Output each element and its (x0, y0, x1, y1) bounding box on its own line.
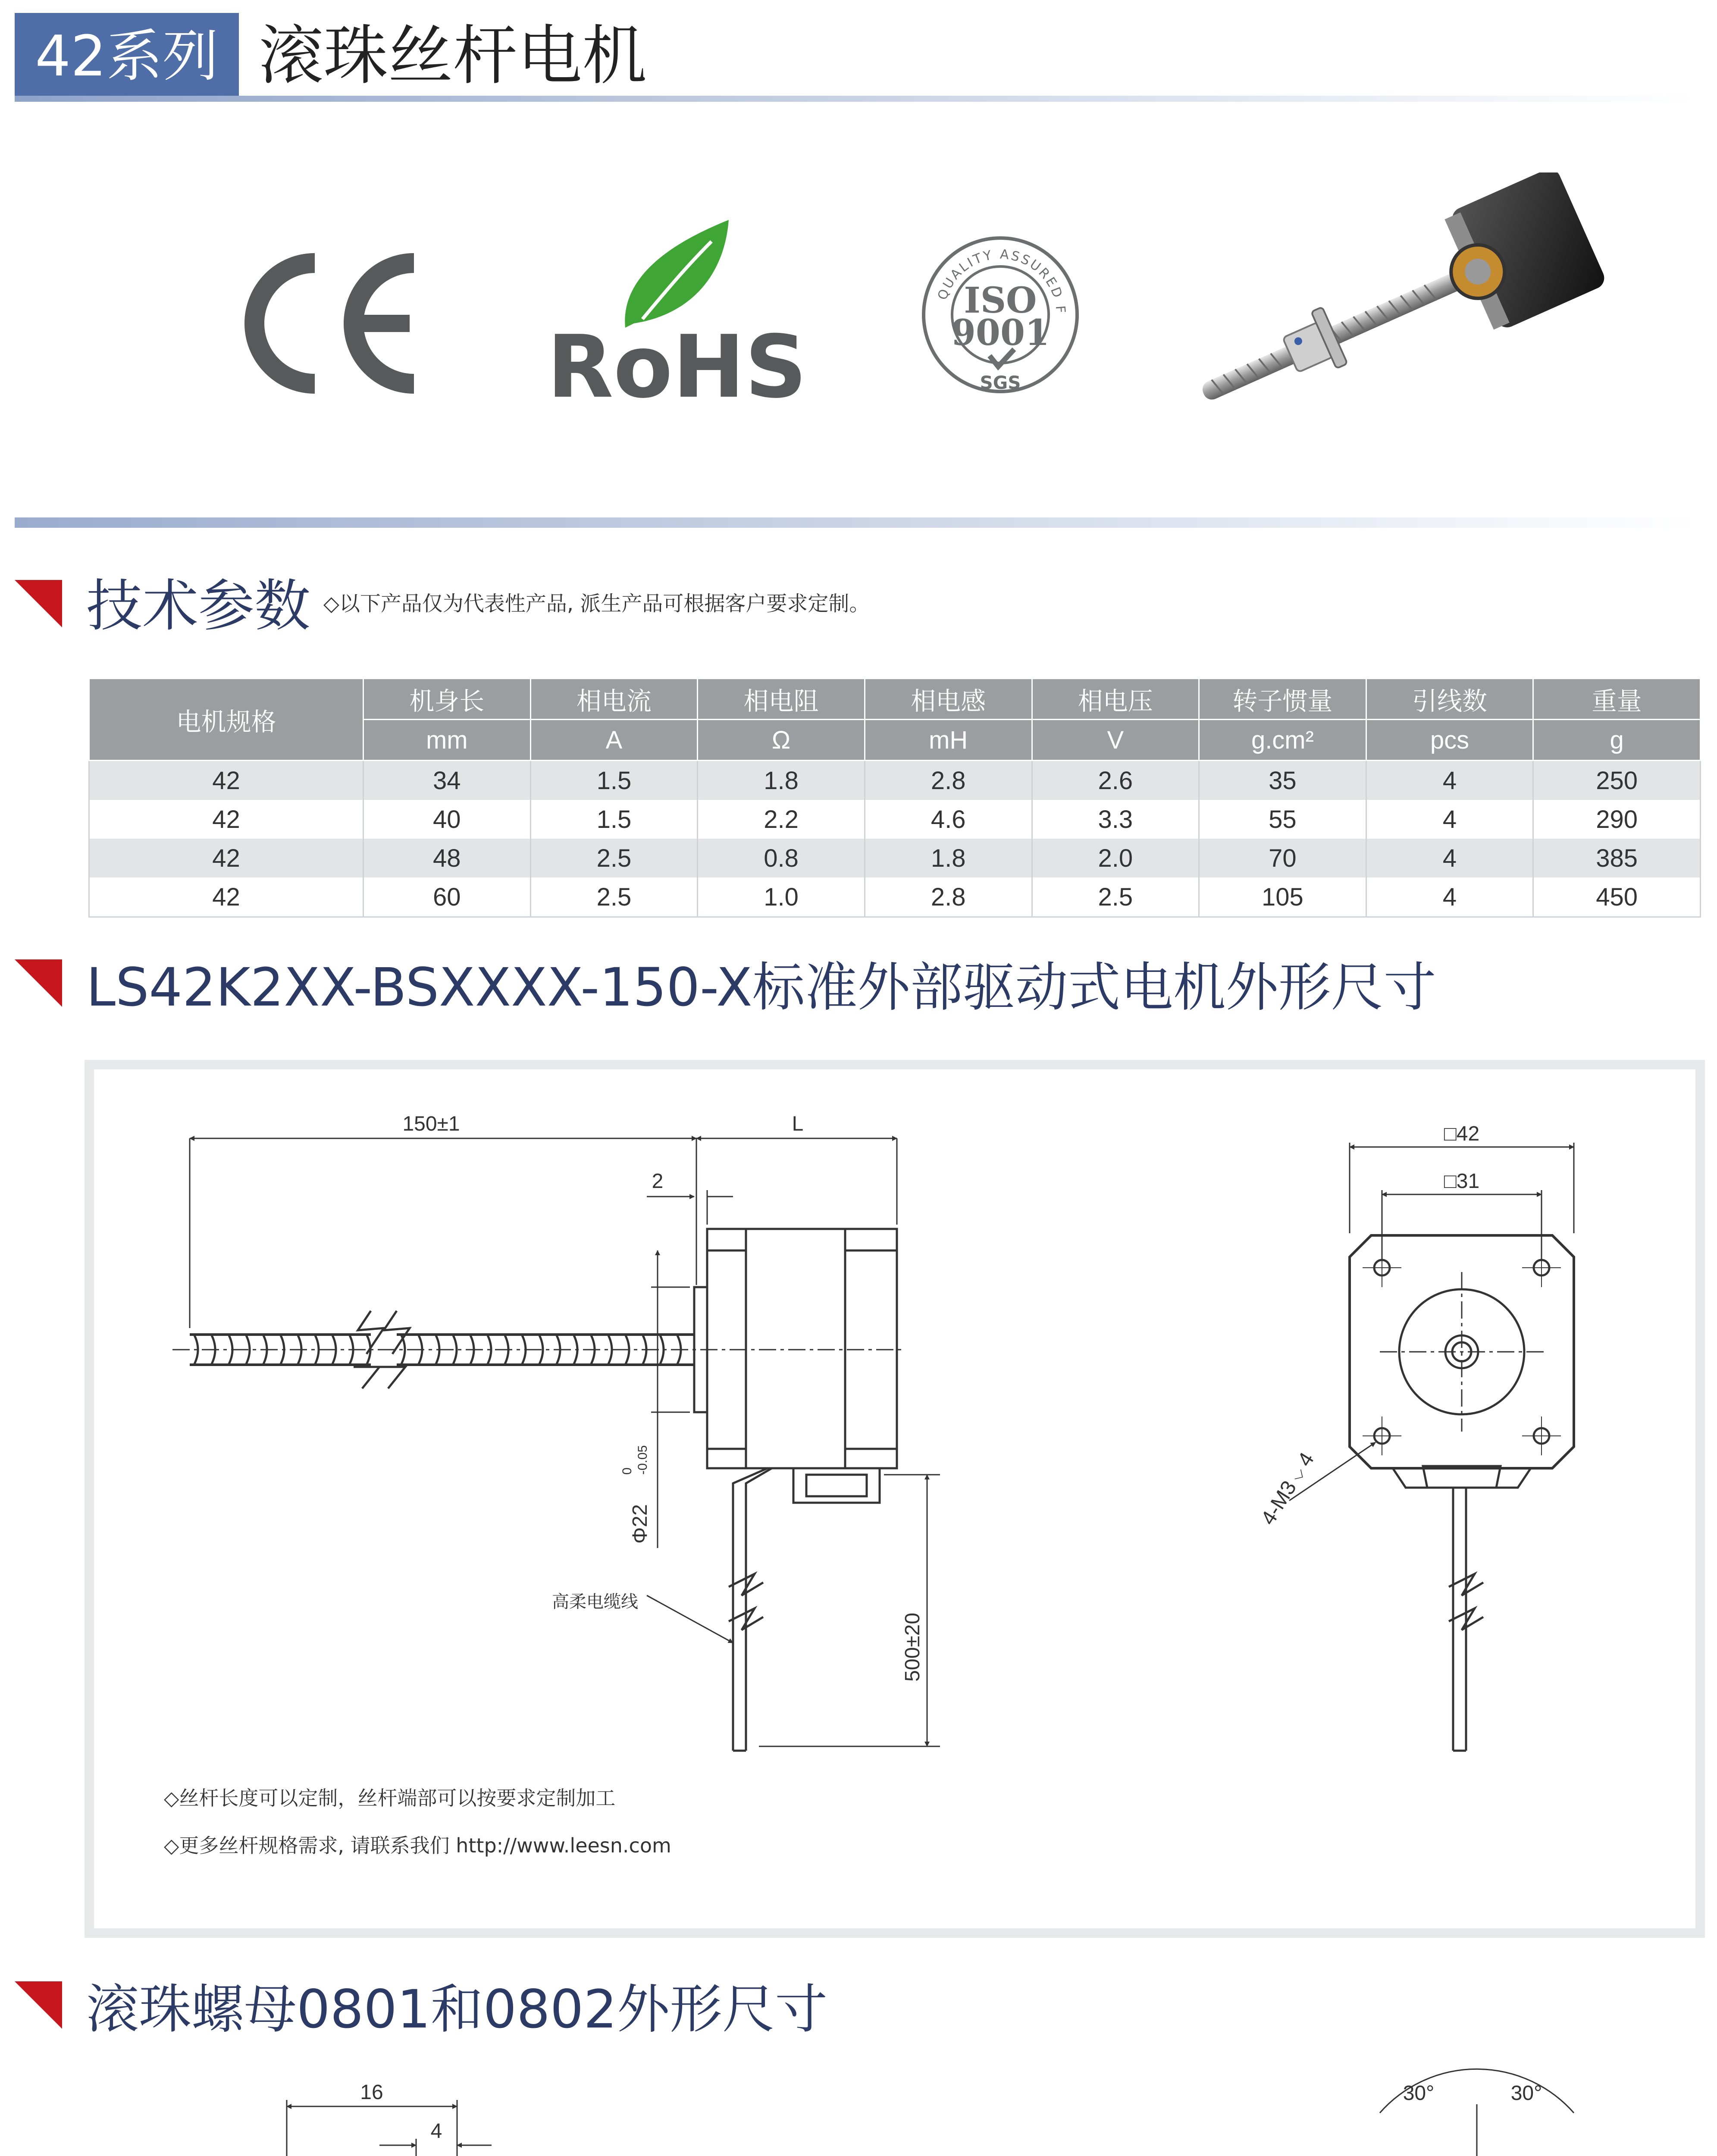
table-cell: 1.8 (698, 761, 865, 800)
table-cell: 2.8 (865, 761, 1032, 800)
motor-drawing-heading: LS42K2XX-BSXXXX-150-X标准外部驱动式电机外形尺寸 (86, 957, 1436, 1018)
table-cell: 42 (89, 839, 363, 877)
column-unit: V (1032, 720, 1199, 761)
dim-nut-length: 16 (360, 2081, 383, 2104)
svg-text:QUALITY ASSURED FIRM: QUALITY ASSURED F (935, 247, 1068, 316)
column-unit: g.cm² (1199, 720, 1366, 761)
table-cell: 2.5 (530, 839, 698, 877)
specs-heading: 技术参数 (86, 573, 311, 639)
cable-label: 高柔电缆线 (552, 1592, 638, 1611)
svg-text:ISO: ISO (964, 280, 1037, 321)
nut-drawing-heading: 滚珠螺母0801和0802外形尺寸 (86, 1979, 827, 2040)
column-header: 相电压 (1032, 679, 1199, 720)
specs-note: ◇以下产品仅为代表性产品, 派生产品可根据客户要求定制。 (323, 592, 870, 616)
table-cell: 2.8 (865, 877, 1032, 917)
table-cell: 1.5 (530, 761, 698, 800)
table-cell: 250 (1533, 761, 1701, 800)
column-header: 相电阻 (698, 679, 865, 720)
dim-boss-diameter: Φ22 (629, 1504, 652, 1544)
column-header: 电机规格 (89, 679, 363, 761)
depth-symbol-icon: ⌵ (1287, 1464, 1310, 1485)
table-cell: 55 (1199, 800, 1366, 839)
column-header: 重量 (1533, 679, 1701, 720)
table-cell: 70 (1199, 839, 1366, 877)
column-unit: Ω (698, 720, 865, 761)
dim-flange-thickness: 4 (430, 2120, 442, 2143)
column-unit: g (1533, 720, 1701, 761)
table-cell: 40 (363, 800, 531, 839)
column-header: 机身长 (363, 679, 531, 720)
dim-angle-left: 30° (1403, 2082, 1435, 2105)
dim-body-length: L (792, 1112, 804, 1135)
dim-thread: 4-M3 (1256, 1477, 1301, 1529)
page-title: 滚珠丝杆电机 (259, 19, 647, 94)
table-cell: 42 (89, 800, 363, 839)
dim-boss-tolerance-top: 0 (620, 1467, 634, 1475)
dim-cable-length: 500±20 (901, 1613, 924, 1682)
table-cell: 42 (89, 761, 363, 800)
dim-screw-length: 150±1 (402, 1112, 460, 1135)
table-cell: 4 (1366, 877, 1533, 917)
table-cell: 48 (363, 839, 531, 877)
column-header: 引线数 (1366, 679, 1533, 720)
table-cell: 4 (1366, 800, 1533, 839)
table-cell: 2.6 (1032, 761, 1199, 800)
table-cell: 4.6 (865, 800, 1032, 839)
table-cell: 450 (1533, 877, 1701, 917)
table-cell: 385 (1533, 839, 1701, 877)
dim-step: 2 (652, 1170, 664, 1193)
series-badge: 42系列 (15, 13, 239, 99)
svg-text:SGS: SGS (980, 372, 1021, 393)
svg-text:RoHS: RoHS (547, 317, 807, 405)
table-cell: 35 (1199, 761, 1366, 800)
table-cell: 60 (363, 877, 531, 917)
table-cell: 2.5 (1032, 877, 1199, 917)
dim-angle-right: 30° (1510, 2082, 1542, 2105)
column-unit: mm (363, 720, 531, 761)
table-cell: 2.0 (1032, 839, 1199, 877)
table-cell: 2.2 (698, 800, 865, 839)
table-cell: 0.8 (698, 839, 865, 877)
drawing-note: ◇更多丝杆规格需求, 请联系我们 http://www.leesn.com (164, 1834, 671, 1857)
table-cell: 290 (1533, 800, 1701, 839)
table-cell: 105 (1199, 877, 1366, 917)
table-cell: 34 (363, 761, 531, 800)
table-cell: 4 (1366, 839, 1533, 877)
column-unit: mH (865, 720, 1032, 761)
dim-boss-tolerance-bottom: -0.05 (636, 1445, 650, 1475)
table-cell: 1.5 (530, 800, 698, 839)
table-cell: 4 (1366, 761, 1533, 800)
table-cell: 1.0 (698, 877, 865, 917)
column-unit: A (530, 720, 698, 761)
dim-flange-size: □42 (1444, 1122, 1480, 1145)
svg-text:9001: 9001 (951, 312, 1050, 354)
column-header: 相电感 (865, 679, 1032, 720)
column-unit: pcs (1366, 720, 1533, 761)
dim-hole-spacing: □31 (1444, 1170, 1480, 1193)
column-header: 相电流 (530, 679, 698, 720)
column-header: 转子惯量 (1199, 679, 1366, 720)
dim-thread-depth: 4 (1293, 1448, 1319, 1471)
table-cell: 3.3 (1032, 800, 1199, 839)
table-cell: 2.5 (530, 877, 698, 917)
table-cell: 1.8 (865, 839, 1032, 877)
drawing-note: ◇丝杆长度可以定制，丝杆端部可以按要求定制加工 (164, 1786, 616, 1810)
table-cell: 42 (89, 877, 363, 917)
